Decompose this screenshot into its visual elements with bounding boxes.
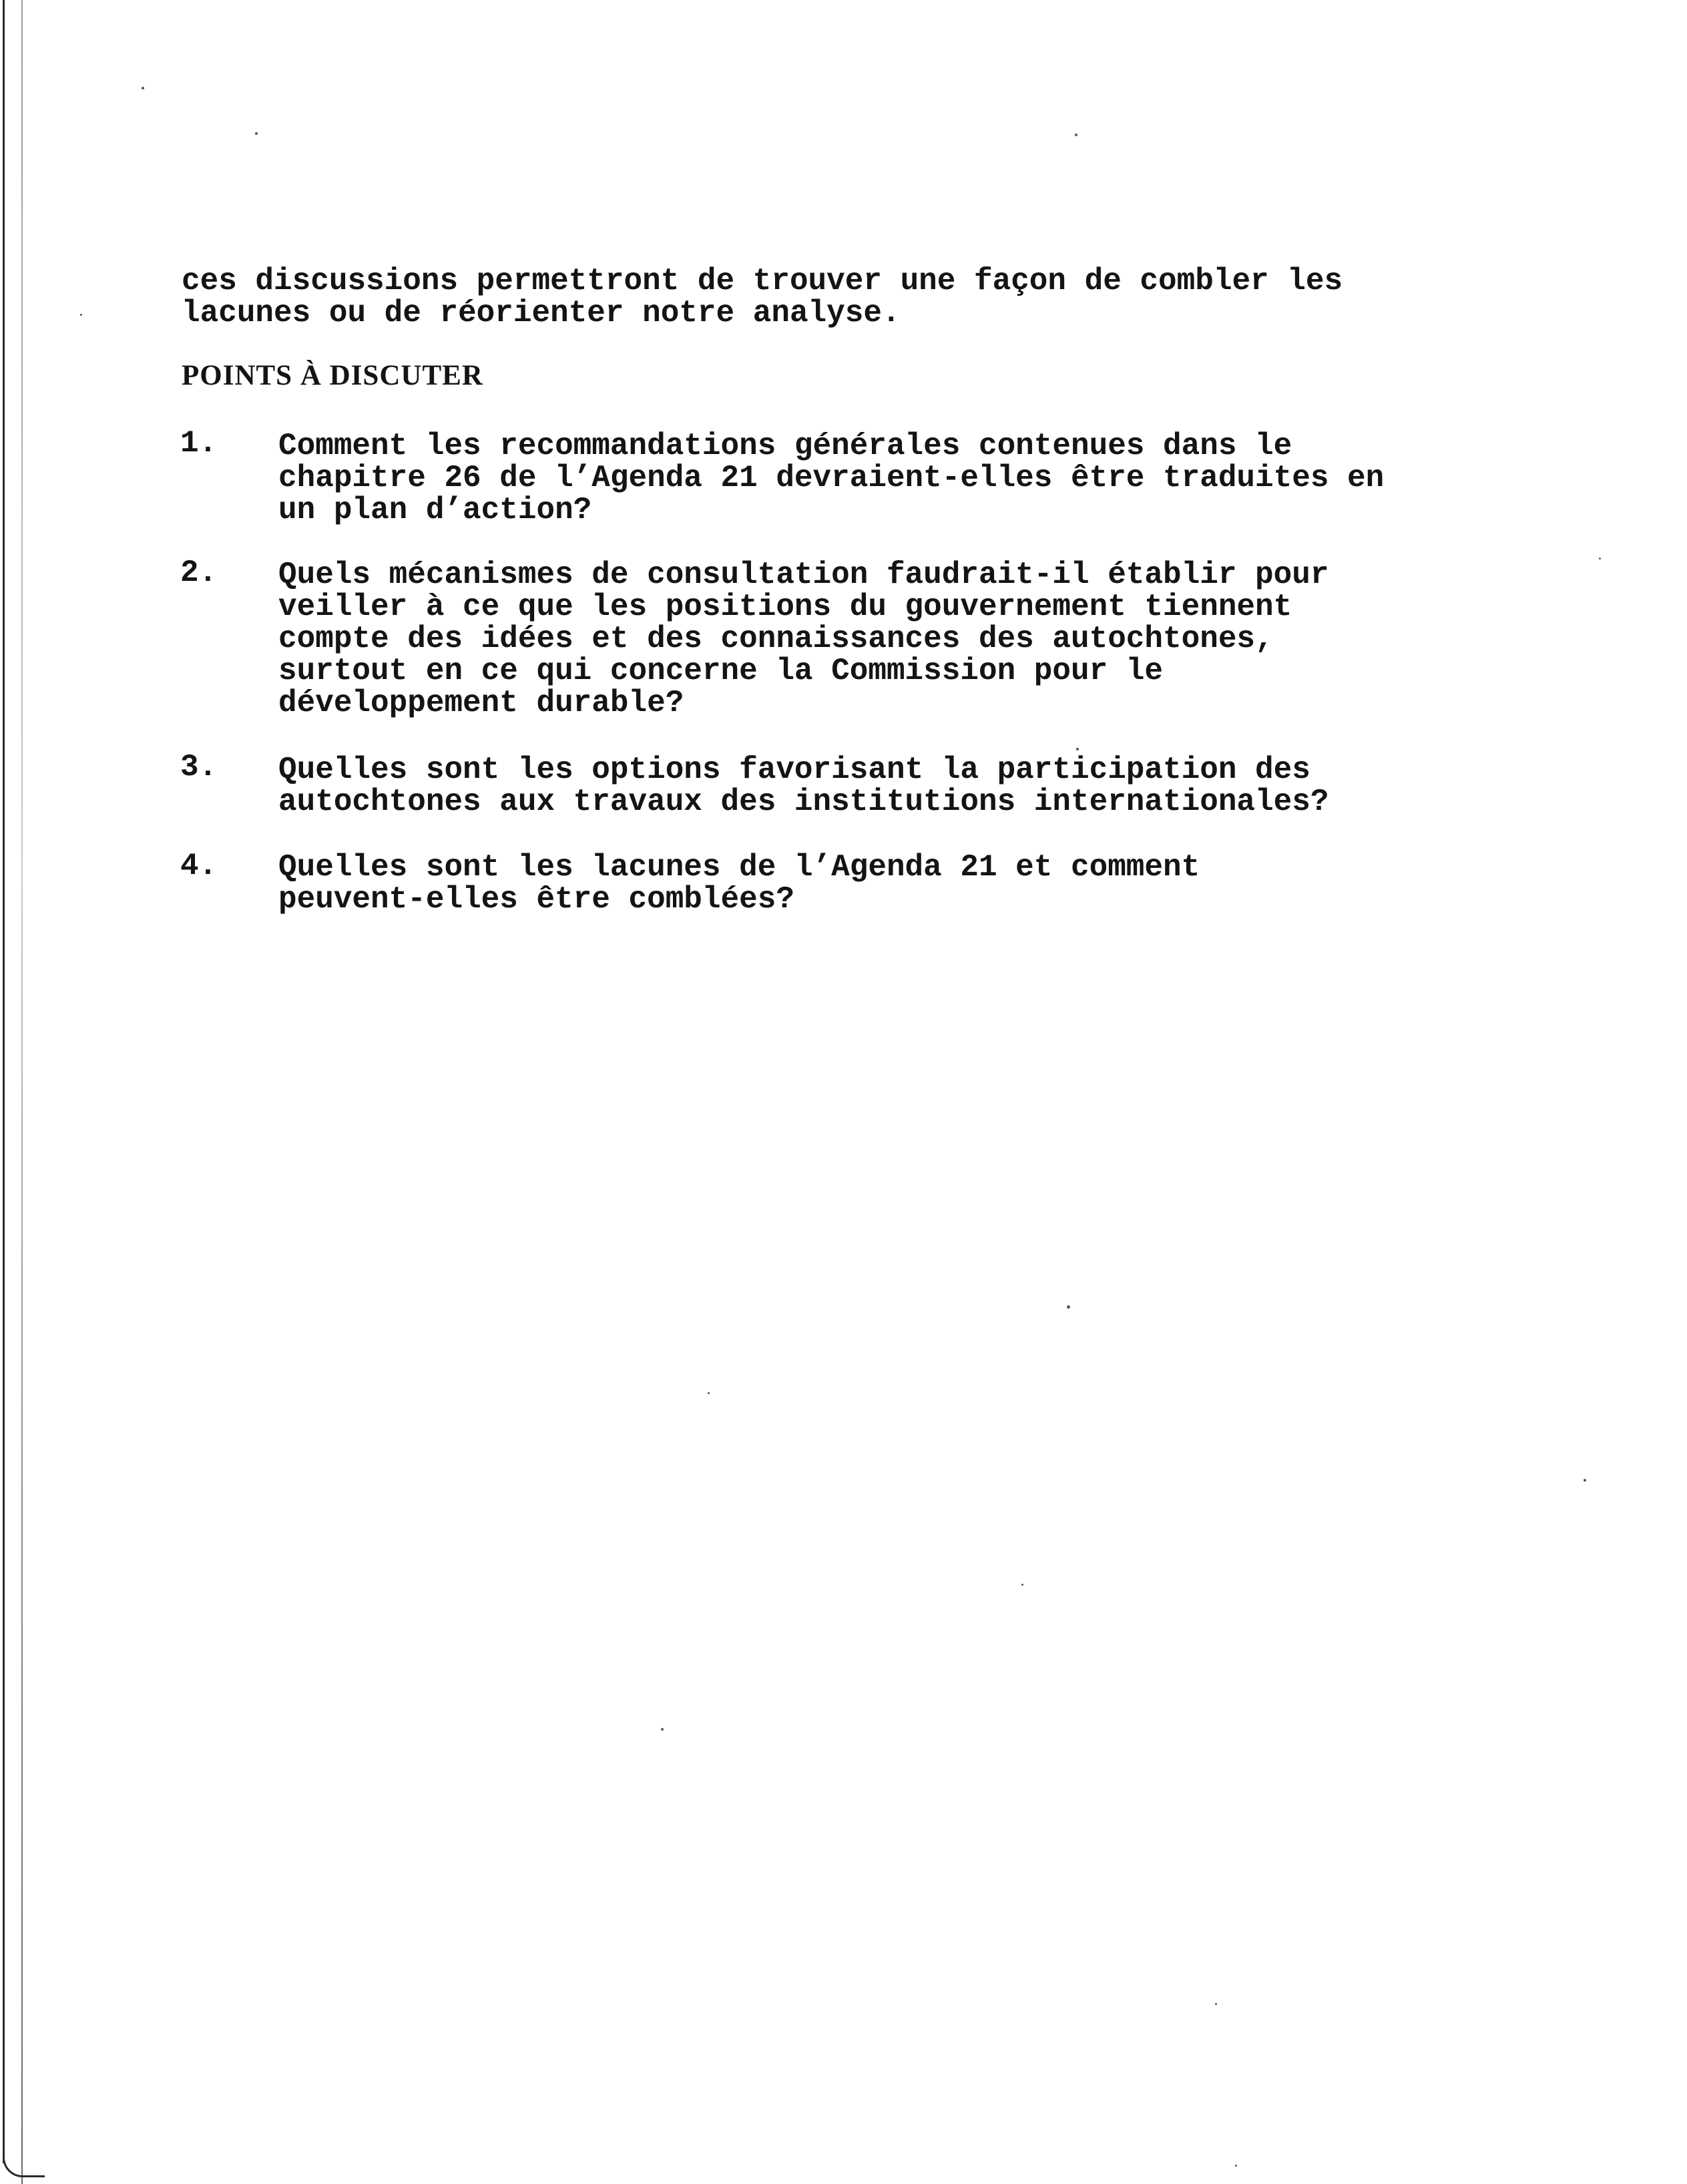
scan-speck	[1599, 558, 1601, 560]
intro-line-2: lacunes ou de réorienter notre analyse.	[182, 296, 901, 331]
scan-speck	[1215, 2003, 1217, 2005]
scan-speck	[80, 314, 82, 316]
scan-speck	[255, 132, 258, 135]
item-4-line-1: Quelles sont les lacunes de l’Agenda 21 et comment	[278, 850, 1200, 885]
scan-speck	[1075, 134, 1077, 136]
scan-speck	[661, 1728, 664, 1731]
binding-shadow	[21, 0, 23, 2184]
intro-line-1: ces discussions permettront de trouver une façon de combler les	[182, 264, 1343, 298]
scan-speck	[708, 1392, 710, 1394]
binding-edge	[3, 0, 5, 2163]
scan-speck	[1021, 1584, 1023, 1586]
item-4-line-2: peuvent-elles être comblées?	[278, 882, 794, 917]
section-heading: POINTS À DISCUTER	[182, 360, 483, 391]
item-3-line-1: Quelles sont les options favorisant la participation des	[278, 752, 1310, 787]
item-2-line-4: surtout en ce qui concerne la Commission pour le	[278, 654, 1164, 688]
item-1-line-1: Comment les recommandations générales contenues dans le	[278, 429, 1292, 463]
item-3-line-2: autochtones aux travaux des institutions internationales?	[278, 785, 1329, 819]
item-number: 1.	[180, 426, 218, 461]
item-1-line-3: un plan d’action?	[278, 493, 592, 527]
binding-curl	[3, 2155, 45, 2177]
item-2-line-1: Quels mécanismes de consultation faudrait-il établir pour	[278, 558, 1329, 592]
item-number: 2.	[180, 556, 218, 590]
item-2-line-3: compte des idées et des connaissances des autochtones,	[278, 622, 1274, 656]
scan-speck	[1584, 1479, 1586, 1482]
scan-speck	[1067, 1305, 1070, 1309]
item-1-line-2: chapitre 26 de l’Agenda 21 devraient-elles être traduites en	[278, 461, 1385, 495]
item-2-line-2: veiller à ce que les positions du gouvernement tiennent	[278, 590, 1292, 624]
scan-speck	[142, 87, 144, 89]
scan-speck	[1076, 748, 1079, 750]
item-number: 4.	[180, 849, 218, 883]
scan-speck	[1235, 2165, 1237, 2167]
item-number: 3.	[180, 750, 218, 785]
item-2-line-5: développement durable?	[278, 686, 684, 720]
